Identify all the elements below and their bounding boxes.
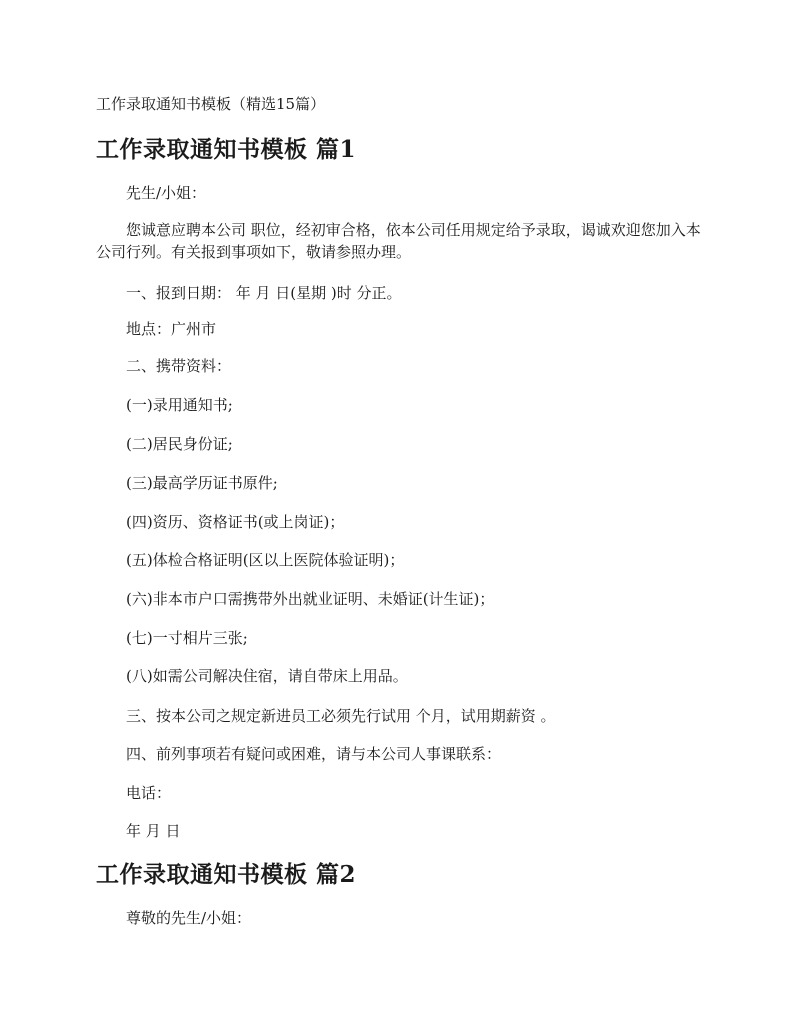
report-location: 地点：广州市 [126, 320, 217, 338]
material-item: (六)非本市户口需携带外出就业证明、未婚证(计生证)； [126, 590, 495, 608]
probation-note: 三、按本公司之规定新进员工必须先行试用 个月，试用期薪资 。 [126, 707, 556, 725]
materials-heading: 二、携带资料： [126, 357, 232, 375]
material-item: (三)最高学历证书原件; [126, 474, 278, 492]
material-item: (一)录用通知书; [126, 396, 233, 414]
material-item: (五)体检合格证明(区以上医院体验证明)； [126, 551, 405, 569]
material-item: (二)居民身份证; [126, 435, 233, 453]
salutation-2: 尊敬的先生/小姐： [126, 909, 252, 927]
section-heading-2: 工作录取通知书模板 篇2 [96, 861, 357, 888]
document-title: 工作录取通知书模板（精选15篇） [96, 95, 326, 113]
intro-paragraph: 您诚意应聘本公司 职位，经初审合格，依本公司任用规定给予录取，谒诚欢迎您加入本公司行列。有关报到事项如下，敬请参照办理。 [96, 221, 701, 261]
contact-note: 四、前列事项若有疑问或困难，请与本公司人事课联系： [126, 745, 502, 763]
section-heading-1: 工作录取通知书模板 篇1 [96, 136, 357, 163]
salutation-1: 先生/小姐： [126, 184, 207, 202]
material-item: (四)资历、资格证书(或上岗证)； [126, 513, 345, 531]
phone-line: 电话： [126, 784, 172, 802]
date-line: 年 月 日 [126, 822, 181, 840]
report-date: 一、报到日期： 年 月 日(星期 )时 分正。 [126, 284, 402, 302]
material-item: (八)如需公司解决住宿，请自带床上用品。 [126, 667, 408, 685]
material-item: (七)一寸相片三张; [126, 629, 248, 647]
